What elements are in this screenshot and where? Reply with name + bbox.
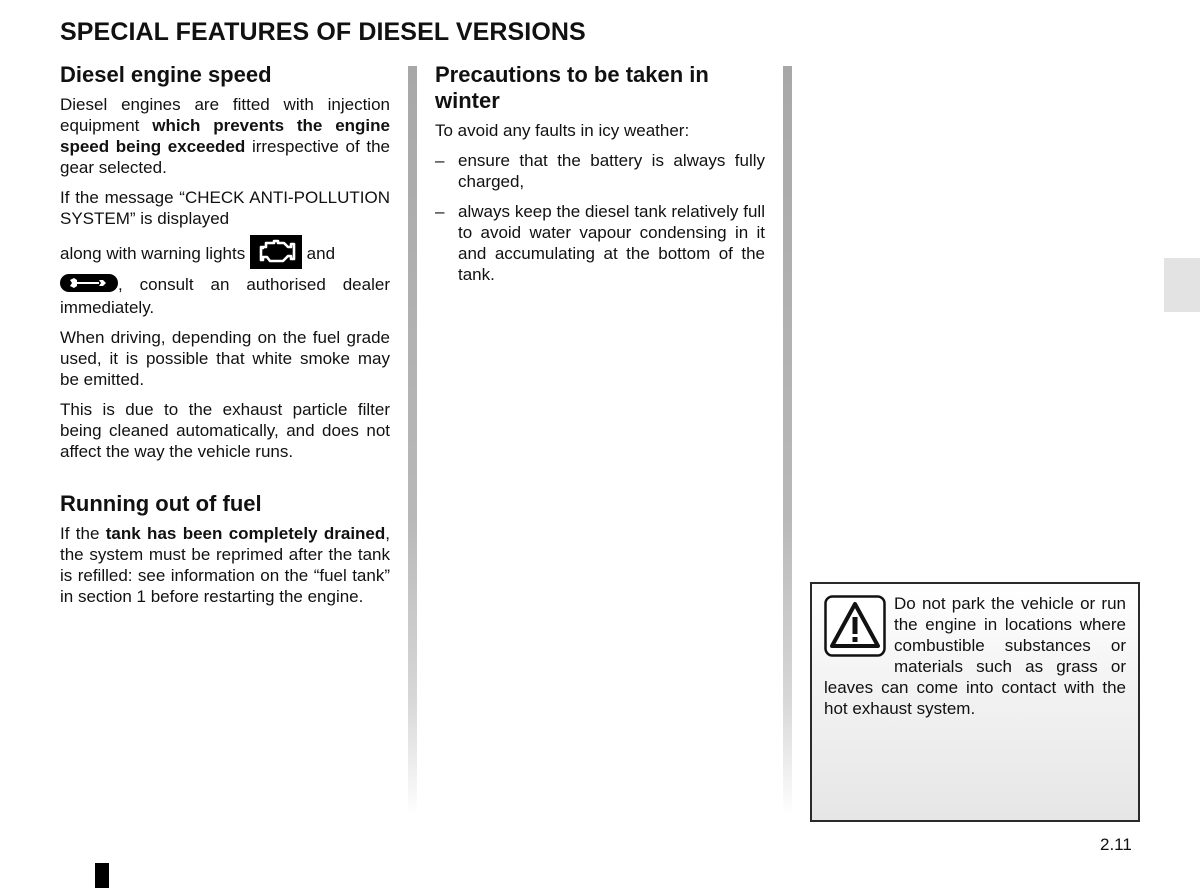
winter-intro: To avoid any faults in icy weather:: [435, 121, 690, 140]
bullet-dash: –: [435, 151, 445, 170]
white-smoke-paragraph: When driving, depending on the fuel grade used, it is possible that white smoke may be emitted.: [60, 328, 390, 390]
engine-speed-emphasis: which prevents the engine speed being exceeded: [60, 116, 390, 156]
bullet-dash: –: [435, 202, 445, 221]
list-item: [435, 150, 765, 192]
running-out-of-fuel-paragraph: If the tank has been completely drained, the system must be reprimed after the tank is refilled: see information on the “fuel tank” in section 1 before restarting the engine.: [60, 524, 390, 607]
warning-triangle-icon: [824, 595, 886, 657]
column-separator: [408, 66, 417, 816]
column-separator: [783, 66, 792, 816]
page-corner-mark: [95, 863, 109, 888]
middle-column: [435, 62, 765, 294]
running-out-of-fuel-heading: Running out of fuel: [60, 491, 262, 517]
bullet-text: ensure that the battery is always fully charged,: [458, 151, 765, 191]
anti-pollution-paragraph: If the message “CHECK ANTI-POLLUTION SYSTEM” is displayed along with warning lights and , consult an authorised dealer immediately.: [60, 188, 390, 318]
wrench-warning-icon: [60, 274, 118, 297]
list-item: [435, 201, 765, 285]
page-title: SPECIAL FEATURES OF DIESEL VERSIONS: [60, 18, 586, 46]
page-number: 2.11: [1100, 835, 1132, 854]
warning-text: Do not park the vehicle or run the engine in locations where combustible substances or materials such as grass or leaves can come into contact with the hot exhaust system.: [824, 594, 1126, 718]
particle-filter-paragraph: This is due to the exhaust particle filter being cleaned automatically, and does not affect the way the vehicle runs.: [60, 400, 390, 462]
warning-box: [810, 582, 1140, 822]
left-column: [60, 62, 390, 616]
engine-speed-heading: Diesel engine speed: [60, 62, 272, 87]
section-thumb-tab: [1164, 258, 1200, 312]
engine-warning-icon: [250, 235, 302, 274]
tank-drained-emphasis: tank has been completely drained: [105, 524, 386, 544]
winter-precautions-heading: Precautions to be taken in winter: [435, 62, 709, 113]
bullet-text: always keep the diesel tank relatively full to avoid water vapour condensing in it and accumulating at the bottom of the tank.: [458, 202, 765, 284]
engine-speed-paragraph: Diesel engines are fitted with injection equipment which prevents the engine speed being exceeded irrespective of the gear selected.: [60, 95, 390, 177]
